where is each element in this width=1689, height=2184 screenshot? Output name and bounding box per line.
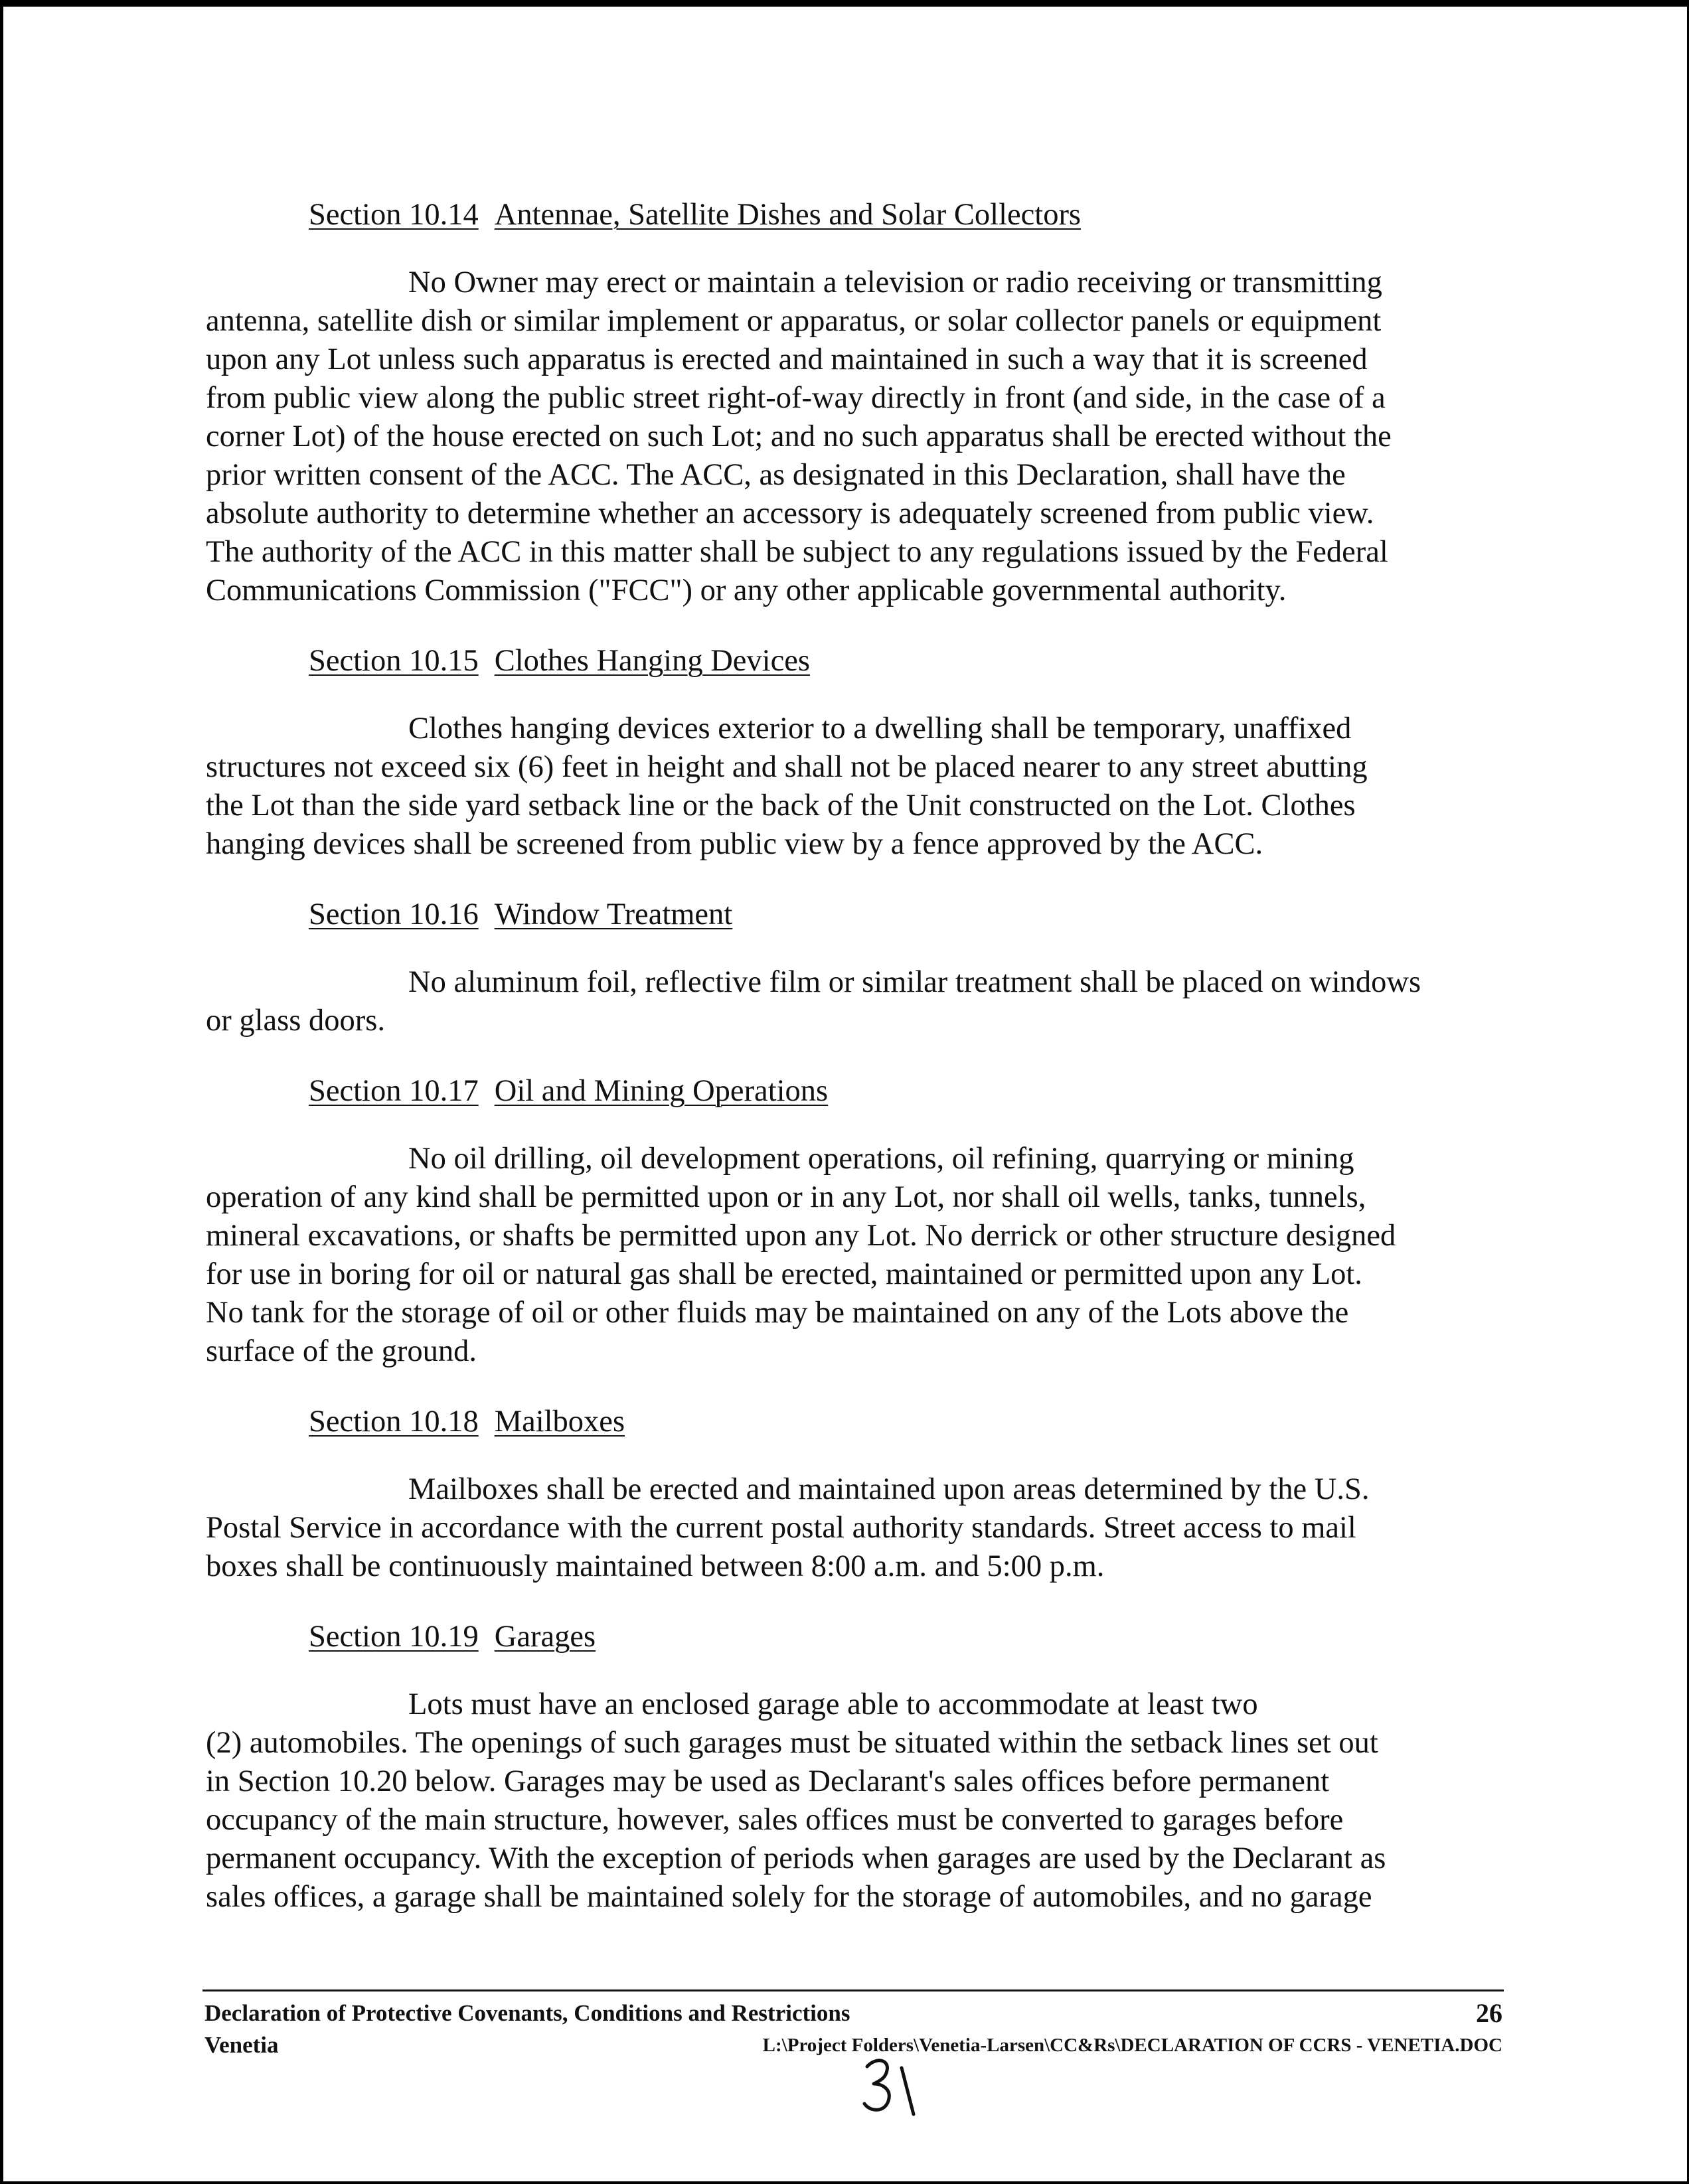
paragraph-line: (2) automobiles. The openings of such garages must be situated within the setback lines set out xyxy=(206,1726,1378,1760)
scan-border-left xyxy=(0,0,3,2184)
section-title: Oil and Mining Operations xyxy=(494,1074,829,1108)
paragraph-line: The authority of the ACC in this matter shall be subject to any regulations issued by the Federal xyxy=(206,535,1388,569)
paragraph-line: Communications Commission ("FCC") or any other applicable governmental authority. xyxy=(206,574,1287,607)
paragraph-line: mineral excavations, or shafts be permitted upon any Lot. No derrick or other structure designed xyxy=(206,1219,1396,1253)
scan-border-top xyxy=(0,0,1689,7)
paragraph-line: in Section 10.20 below. Garages may be used as Declarant's sales offices before permanent xyxy=(206,1764,1330,1798)
section-paragraph xyxy=(206,1685,1500,1916)
footer-document-title: Declaration of Protective Covenants, Conditions and Restrictions xyxy=(204,2000,850,2026)
section-10-14 xyxy=(206,196,1500,610)
section-paragraph xyxy=(206,1140,1500,1371)
paragraph-line: Mailboxes shall be erected and maintained upon areas determined by the U.S. xyxy=(408,1472,1370,1506)
section-10-17 xyxy=(206,1072,1500,1371)
section-heading xyxy=(309,896,1500,934)
paragraph-line: surface of the ground. xyxy=(206,1334,477,1368)
section-title: Clothes Hanging Devices xyxy=(494,644,810,678)
section-heading xyxy=(309,1618,1500,1656)
footer-file-path: L:\Project Folders\Venetia-Larsen\CC&Rs\DECLARATION OF CCRS - VENETIA.DOC xyxy=(762,2035,1502,2056)
section-paragraph xyxy=(206,963,1500,1040)
section-number: Section 10.16 xyxy=(309,897,479,931)
section-heading xyxy=(309,642,1500,680)
page-number: 26 xyxy=(1476,1998,1502,2028)
section-number: Section 10.14 xyxy=(309,198,479,232)
paragraph-line: or glass doors. xyxy=(206,1004,385,1038)
paragraph-line: sales offices, a garage shall be maintained solely for the storage of automobiles, and no garage xyxy=(206,1880,1372,1914)
section-paragraph xyxy=(206,710,1500,864)
paragraph-line: boxes shall be continuously maintained between 8:00 a.m. and 5:00 p.m. xyxy=(206,1549,1105,1583)
section-number: Section 10.18 xyxy=(309,1405,479,1439)
paragraph-line: for use in boring for oil or natural gas shall be erected, maintained or permitted upon any Lot. xyxy=(206,1257,1362,1291)
paragraph-line: antenna, satellite dish or similar implement or apparatus, or solar collector panels or equipment xyxy=(206,304,1382,338)
paragraph-line: structures not exceed six (6) feet in height and shall not be placed nearer to any street abutting xyxy=(206,750,1368,784)
paragraph-line: absolute authority to determine whether an accessory is adequately screened from public view. xyxy=(206,497,1374,530)
handwritten-page-number xyxy=(860,2055,927,2118)
paragraph-line: Postal Service in accordance with the current postal authority standards. Street access to mail xyxy=(206,1511,1356,1545)
paragraph-line: operation of any kind shall be permitted upon or in any Lot, nor shall oil wells, tanks, tunnels, xyxy=(206,1180,1366,1214)
paragraph-line: upon any Lot unless such apparatus is erected and maintained in such a way that it is screened xyxy=(206,343,1368,376)
paragraph-line: No tank for the storage of oil or other fluids may be maintained on any of the Lots above the xyxy=(206,1296,1349,1330)
paragraph-line: occupancy of the main structure, however, sales offices must be converted to garages before xyxy=(206,1803,1344,1837)
scan-border-bottom xyxy=(0,2181,1689,2184)
section-10-16 xyxy=(206,896,1500,1040)
section-10-19 xyxy=(206,1618,1500,1916)
paragraph-line: permanent occupancy. With the exception of periods when garages are used by the Declarant as xyxy=(206,1841,1386,1875)
paragraph-line: Clothes hanging devices exterior to a dwelling shall be temporary, unaffixed xyxy=(408,712,1352,745)
section-10-15 xyxy=(206,642,1500,864)
section-number: Section 10.19 xyxy=(309,1620,479,1654)
document-body xyxy=(206,196,1500,1948)
paragraph-line: the Lot than the side yard setback line or the back of the Unit constructed on the Lot. Clothes xyxy=(206,789,1356,822)
page-footer xyxy=(204,1998,1502,2062)
section-title: Antennae, Satellite Dishes and Solar Collectors xyxy=(494,198,1082,232)
section-number: Section 10.17 xyxy=(309,1074,479,1108)
paragraph-line: Lots must have an enclosed garage able to accommodate at least two xyxy=(408,1687,1258,1721)
paragraph-line: hanging devices shall be screened from public view by a fence approved by the ACC. xyxy=(206,827,1263,861)
paragraph-line: No Owner may erect or maintain a television or radio receiving or transmitting xyxy=(408,266,1382,299)
section-paragraph xyxy=(206,1470,1500,1586)
section-title: Window Treatment xyxy=(494,897,733,931)
footer-project-name: Venetia xyxy=(204,2032,279,2058)
section-heading xyxy=(309,1403,1500,1441)
footer-rule xyxy=(202,1989,1504,1991)
section-number: Section 10.15 xyxy=(309,644,479,678)
paragraph-line: prior written consent of the ACC. The ACC, as designated in this Declaration, shall have the xyxy=(206,458,1346,492)
section-10-18 xyxy=(206,1403,1500,1586)
section-paragraph xyxy=(206,264,1500,610)
paragraph-line: from public view along the public street right-of-way directly in front (and side, in the case of a xyxy=(206,381,1386,415)
section-title: Garages xyxy=(494,1620,596,1654)
paragraph-line: No oil drilling, oil development operations, oil refining, quarrying or mining xyxy=(408,1142,1354,1176)
paragraph-line: corner Lot) of the house erected on such Lot; and no such apparatus shall be erected without the xyxy=(206,420,1392,453)
section-title: Mailboxes xyxy=(494,1405,625,1439)
section-heading xyxy=(309,1072,1500,1111)
section-heading xyxy=(309,196,1500,234)
paragraph-line: No aluminum foil, reflective film or similar treatment shall be placed on windows xyxy=(408,965,1421,999)
